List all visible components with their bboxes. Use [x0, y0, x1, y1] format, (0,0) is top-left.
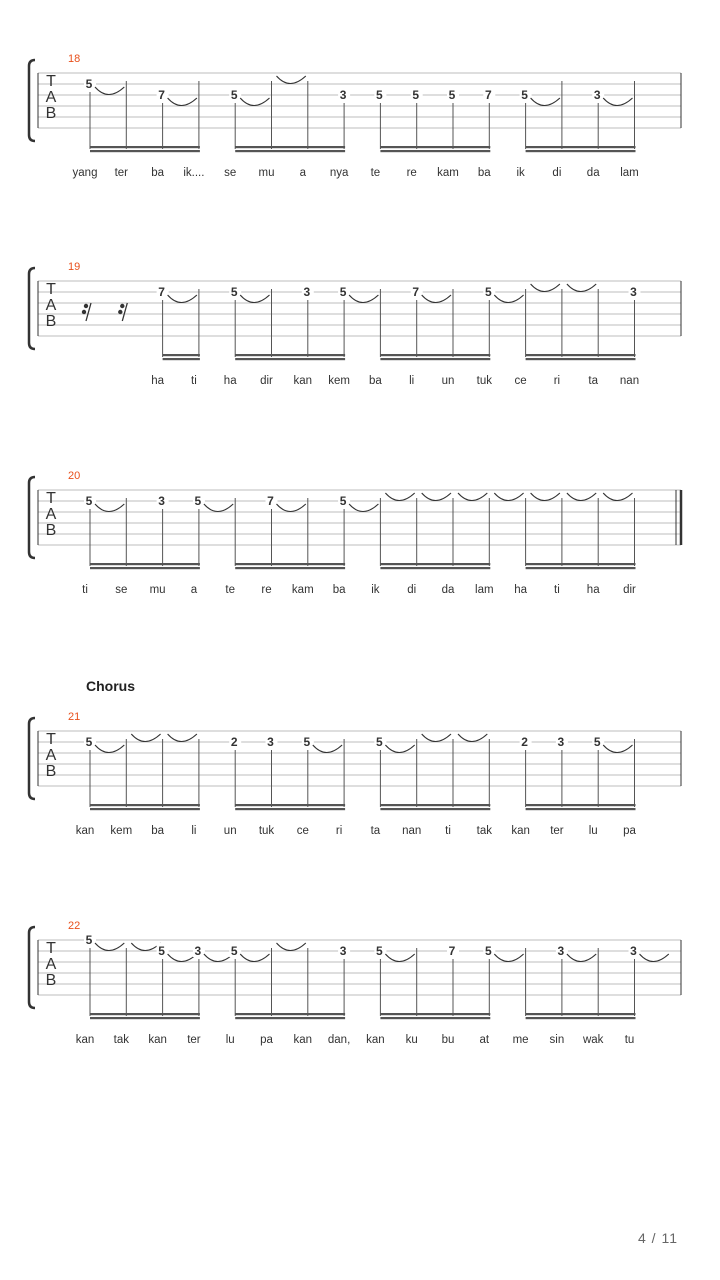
beam [526, 358, 636, 360]
tie-arc [240, 98, 269, 106]
tie-arc [603, 98, 632, 106]
lyric-syllable: ba [332, 584, 346, 596]
tie-arc [494, 493, 523, 501]
beam [526, 150, 636, 152]
fret-number: 5 [376, 944, 383, 958]
fret-number: 3 [339, 88, 347, 102]
fret-number: 5 [194, 494, 202, 508]
tie-arc [422, 295, 451, 303]
beam [526, 808, 636, 810]
lyric-syllable: te [225, 584, 235, 596]
fret-number: 7 [158, 285, 165, 299]
tie-arc [277, 76, 306, 84]
lyric-syllable: nan [402, 825, 422, 837]
tie-arc [131, 734, 160, 742]
lyric-syllable: ce [296, 825, 309, 837]
fret-number: 5 [339, 494, 347, 508]
tab-clef-letter: T [46, 490, 56, 507]
tie-arc [204, 504, 233, 512]
lyric-syllable: kan [293, 1034, 313, 1046]
lyric-syllable: ti [82, 584, 88, 596]
beam [380, 1013, 490, 1015]
rest-dot [82, 310, 86, 314]
lyric-syllable: un [441, 375, 455, 387]
rest-dot [84, 304, 88, 308]
tab-clef-letter: B [45, 313, 57, 330]
tie-arc [349, 295, 378, 303]
fret-number: 3 [339, 944, 347, 958]
fret-number: 3 [630, 285, 637, 299]
beam [90, 1013, 200, 1015]
tie-arc [95, 745, 124, 753]
tie-arc [277, 943, 306, 951]
lyric-syllable: lam [620, 167, 639, 179]
beam [380, 146, 490, 148]
tie-arc [531, 493, 560, 501]
tie-arc [349, 504, 378, 512]
lyric-syllable: ba [369, 375, 382, 387]
lyric-syllable: di [407, 584, 417, 596]
tie-arc [95, 87, 124, 95]
fret-number: 5 [484, 285, 492, 299]
tie-arc [567, 954, 596, 962]
lyric-syllable: kan [75, 1034, 95, 1046]
beam [235, 808, 345, 810]
bar-number: 18 [68, 53, 81, 65]
lyric-syllable: ta [588, 375, 598, 387]
fret-number: 7 [158, 88, 165, 102]
tab-clef-letter: T [46, 281, 56, 298]
lyric-syllable: ik.... [183, 167, 205, 179]
lyric-syllable: kan [366, 1034, 385, 1046]
tie-arc [567, 284, 596, 292]
beam [90, 1017, 200, 1019]
tie-arc [458, 493, 487, 501]
tie-arc [458, 734, 487, 742]
fret-number: 5 [230, 88, 238, 102]
beam [380, 354, 490, 356]
beam [380, 1017, 490, 1019]
lyric-syllable: tu [624, 1034, 635, 1046]
tie-arc [603, 745, 632, 753]
fret-number: 5 [230, 285, 238, 299]
lyric-syllable: tak [476, 825, 492, 837]
lyric-syllable: re [261, 584, 272, 596]
beam [163, 358, 200, 360]
tie-arc [531, 284, 560, 292]
fret-number: 5 [85, 933, 93, 947]
fret-number: 7 [267, 494, 274, 508]
lyric-syllable: ce [514, 375, 527, 387]
beam [235, 146, 345, 148]
tab-clef-letter: A [45, 506, 57, 523]
fret-number: 5 [521, 88, 528, 102]
tie-arc [168, 954, 197, 962]
bar-number: 22 [68, 920, 81, 932]
tie-arc [95, 943, 124, 951]
beam [526, 354, 636, 356]
lyric-syllable: da [441, 584, 455, 596]
fret-number: 3 [158, 494, 165, 508]
lyric-syllable: kan [293, 375, 313, 387]
lyric-syllable: ti [445, 825, 451, 837]
fret-number: 5 [303, 735, 311, 749]
lyric-syllable: ha [223, 375, 237, 387]
lyric-syllable: ba [477, 167, 491, 179]
beam [380, 563, 490, 565]
lyric-syllable: se [224, 167, 237, 179]
lyric-syllable: ta [370, 825, 381, 837]
fret-number: 5 [85, 77, 93, 91]
rest-dot [118, 310, 122, 314]
lyric-syllable: mu [149, 584, 166, 596]
fret-number: 5 [230, 944, 238, 958]
beam [90, 563, 200, 565]
system-bracket [29, 927, 35, 1008]
lyric-syllable: tuk [476, 375, 492, 387]
fret-number: 5 [412, 88, 420, 102]
tie-arc [131, 943, 160, 951]
tie-arc [422, 493, 451, 501]
lyric-syllable: te [370, 167, 381, 179]
lyric-syllable: di [552, 167, 562, 179]
section-label-chorus: Chorus [86, 678, 135, 694]
lyric-syllable: pa [623, 825, 636, 837]
lyric-syllable: lam [475, 584, 494, 596]
lyric-syllable: ter [187, 1034, 201, 1046]
fret-number: 3 [557, 735, 565, 749]
lyric-syllable: a [190, 584, 198, 596]
tab-clef-letter: A [45, 297, 57, 314]
lyric-syllable: re [406, 167, 417, 179]
bar-number: 20 [68, 470, 81, 482]
lyric-syllable: ba [151, 825, 164, 837]
beam [235, 1013, 345, 1015]
lyric-syllable: mu [258, 167, 275, 179]
lyric-syllable: wak [582, 1034, 604, 1046]
tab-clef-letter: A [45, 956, 57, 973]
beam [235, 567, 345, 569]
tab-clef-letter: B [45, 763, 57, 780]
beam [90, 808, 200, 810]
tie-arc [385, 745, 414, 753]
tie-arc [422, 734, 451, 742]
beam [90, 567, 200, 569]
tie-arc [494, 295, 523, 303]
fret-number: 3 [303, 285, 311, 299]
beam [235, 150, 345, 152]
lyric-syllable: at [479, 1034, 490, 1046]
lyric-syllable: ba [151, 167, 164, 179]
beam [380, 567, 490, 569]
beam [526, 804, 636, 806]
lyric-syllable: tak [113, 1034, 129, 1046]
lyric-syllable: ku [405, 1034, 418, 1046]
tie-arc [168, 295, 197, 303]
system-bracket [29, 718, 35, 799]
fret-number: 2 [521, 735, 528, 749]
fret-number: 5 [158, 944, 165, 958]
lyric-syllable: a [299, 167, 307, 179]
lyric-syllable: kan [511, 825, 530, 837]
fret-number: 2 [230, 735, 238, 749]
bar-number: 19 [68, 261, 81, 273]
tie-arc [277, 504, 306, 512]
fret-number: 5 [448, 88, 456, 102]
system-bracket [29, 477, 35, 558]
beam [90, 804, 200, 806]
lyric-syllable: li [191, 825, 197, 837]
fret-number: 5 [85, 735, 93, 749]
beam [380, 808, 490, 810]
fret-number: 5 [376, 735, 383, 749]
lyric-syllable: ter [550, 825, 564, 837]
lyric-syllable: un [223, 825, 237, 837]
lyric-syllable: li [409, 375, 415, 387]
tab-clef-letter: B [45, 522, 57, 539]
fret-number: 5 [85, 494, 93, 508]
lyric-syllable: lu [225, 1034, 235, 1046]
rest-dot [120, 304, 124, 308]
lyric-syllable: ha [151, 375, 164, 387]
lyric-syllable: sin [549, 1034, 565, 1046]
lyric-syllable: yang [72, 167, 98, 179]
lyric-syllable: ri [335, 825, 343, 837]
fret-number: 3 [593, 88, 601, 102]
fret-number: 3 [557, 944, 565, 958]
lyric-syllable: pa [260, 1034, 273, 1046]
lyric-syllable: se [115, 584, 128, 596]
beam [235, 354, 345, 356]
beam [90, 150, 200, 152]
beam [526, 146, 636, 148]
system-bracket [29, 60, 35, 141]
fret-number: 7 [484, 88, 492, 102]
tie-arc [240, 954, 269, 962]
lyric-syllable: ha [514, 584, 527, 596]
beam [380, 804, 490, 806]
lyric-syllable: ti [191, 375, 197, 387]
lyric-syllable: ik [371, 584, 380, 596]
beam [526, 563, 636, 565]
bar-number: 21 [68, 711, 81, 723]
page-indicator: 4 / 11 [638, 1230, 678, 1246]
lyric-syllable: tuk [258, 825, 275, 837]
fret-number: 3 [267, 735, 274, 749]
beam [380, 358, 490, 360]
tie-arc [204, 954, 233, 962]
tab-clef-letter: A [45, 747, 57, 764]
lyric-syllable: ik [516, 167, 525, 179]
tab-clef-letter: T [46, 73, 56, 90]
fret-number: 5 [376, 88, 383, 102]
fret-number: 5 [339, 285, 347, 299]
lyric-syllable: ter [114, 167, 129, 179]
fret-number: 7 [448, 944, 456, 958]
beam [90, 146, 200, 148]
lyric-syllable: dir [260, 375, 273, 387]
tie-arc [640, 954, 669, 962]
lyric-syllable: lu [588, 825, 598, 837]
tie-arc [313, 745, 342, 753]
lyric-syllable: kan [148, 1034, 167, 1046]
tie-arc [494, 954, 523, 962]
lyric-syllable: me [512, 1034, 529, 1046]
beam [526, 1013, 636, 1015]
tie-arc [168, 98, 197, 106]
tie-arc [240, 295, 269, 303]
beam [380, 150, 490, 152]
lyric-syllable: kem [328, 375, 350, 387]
tie-arc [168, 734, 197, 742]
fret-number: 5 [593, 735, 601, 749]
lyric-syllable: nya [329, 167, 349, 179]
tie-arc [95, 504, 124, 512]
lyric-syllable: nan [619, 375, 640, 387]
system-bracket [29, 268, 35, 349]
beam [235, 1017, 345, 1019]
beam [526, 567, 636, 569]
lyric-syllable: kan [75, 825, 95, 837]
lyric-syllable: kem [110, 825, 133, 837]
fret-number: 5 [484, 944, 492, 958]
lyric-syllable: ti [554, 584, 560, 596]
tab-clef-letter: B [45, 105, 57, 122]
fret-number: 7 [412, 285, 420, 299]
lyric-syllable: ha [586, 584, 600, 596]
tie-arc [385, 954, 414, 962]
lyric-syllable: kam [291, 584, 314, 596]
lyric-syllable: dir [623, 584, 636, 596]
tab-clef-letter: A [45, 89, 57, 106]
beam [235, 804, 345, 806]
beam [235, 358, 345, 360]
fret-number: 3 [194, 944, 202, 958]
beam [235, 563, 345, 565]
lyric-syllable: kam [437, 167, 459, 179]
fret-number: 3 [630, 944, 637, 958]
tab-clef-letter: T [46, 731, 56, 748]
tie-arc [531, 98, 560, 106]
lyric-syllable: dan, [327, 1034, 351, 1046]
lyric-syllable: ri [553, 375, 561, 387]
tab-clef-letter: B [45, 972, 57, 989]
tie-arc [567, 493, 596, 501]
beam [163, 354, 200, 356]
lyric-syllable: bu [441, 1034, 455, 1046]
tie-arc [603, 493, 632, 501]
lyric-syllable: da [586, 167, 600, 179]
tie-arc [385, 493, 414, 501]
beam [526, 1017, 636, 1019]
tab-clef-letter: T [46, 940, 56, 957]
